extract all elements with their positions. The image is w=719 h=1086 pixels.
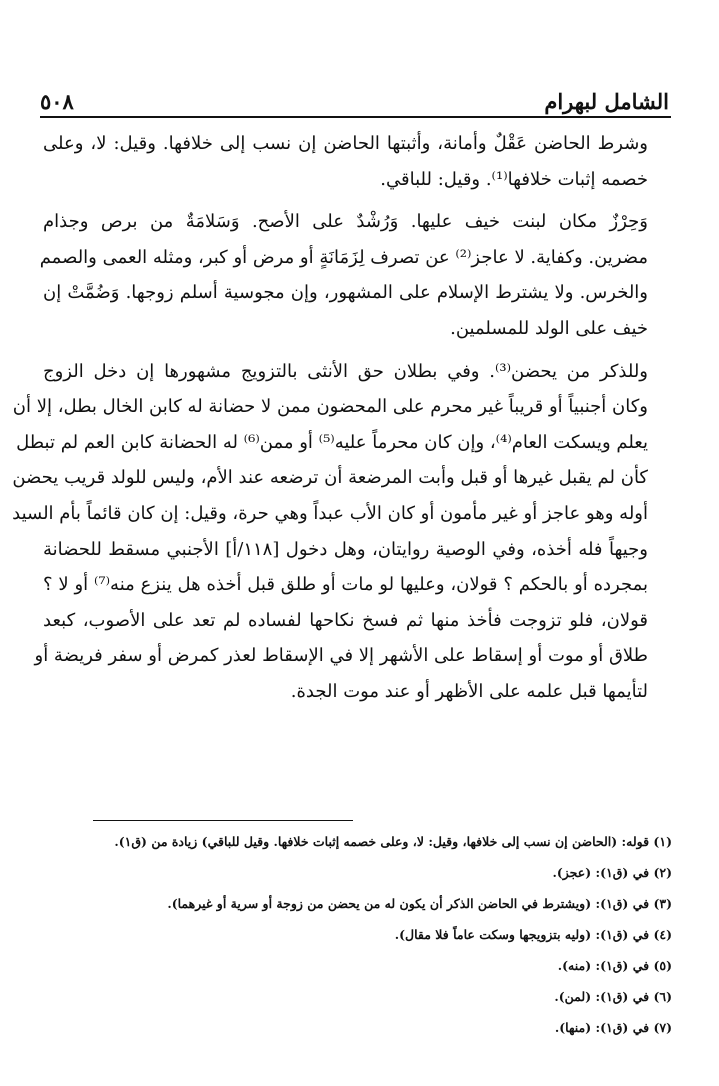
page-number: ٥٠٨ [40,89,74,114]
text-line: كأن لم يقبل غيرها أو قبل وأبت المرضعة أن ترضعه عند الأم، وليس للولد قريب يحضن [12,467,648,489]
paragraph [43,126,672,197]
footnote: (٤) في (ق١): (وليه بتزويجها وسكت عاماً فلا مقال). [394,927,672,942]
footnotes [40,826,672,1043]
text-line: طلاق أو موت أو إسقاط على الأشهر إلا في الإسقاط لعذر كمرض أو سفر فريضة أو [34,645,648,667]
text-line: وَحِرْزٌ مكان لبنت خيف عليها. وَرُشْدٌ على الأصح. وَسَلامَةٌ من برص وجذام [43,211,648,233]
header-rule [40,116,671,118]
text-line: بمجرده أو بالحكم ؟ قولان، وعليها لو مات أو طلق قبل أخذه هل ينزع منه⁽⁷⁾ أو لا ؟ [43,574,648,596]
footnote: (٥) في (ق١): (منه). [557,958,672,973]
text-line: وللذكر من يحضن⁽³⁾. وفي بطلان حق الأنثى بالتزويج مشهورها إن دخل الزوج [43,360,648,382]
running-title: الشامل لبهرام [544,89,669,114]
text-line: لتأيمها قبل علمه على الأظهر أو عند موت الجدة. [290,680,648,702]
text-line: خيف على الولد للمسلمين. [450,317,648,339]
text-line: مضرين. وكفاية. لا عاجز⁽²⁾ عن تصرف لِزَمَانَةٍ أو مرض أو كبر، ومثله العمى والصمم [39,246,648,268]
footnote: (١) قوله: (الحاضن إن نسب إلى خلافها، وقيل: لا، وعلى خصمه إثبات خلافها. وقيل للباقي) زيادة من (ق١). [114,834,672,849]
footnote-rule [93,820,353,821]
text-line: والخرس. ولا يشترط الإسلام على المشهور، وإن مجوسية أسلم زوجها. وَضُمَّتْ إن [43,282,648,304]
footnote: (٧) في (ق١): (منها). [554,1020,672,1035]
page-header [40,74,669,114]
text-line: قولان، فلو تزوجت فأخذ منها ثم فسخ نكاحها لفساده لم تعد على الأصوب، كبعد [43,609,648,631]
text-line: يعلم ويسكت العام⁽⁴⁾، وإن كان محرماً عليه⁽⁵⁾ أو ممن⁽⁶⁾ له الحضانة كابن العم لم تبطل [16,431,648,453]
text-line: وشرط الحاضن عَقْلٌ وأمانة، وأثبتها الحاضن إن نسب إلى خلافها. وقيل: لا، وعلى [43,133,648,154]
text-line: أوله وهو عاجز أو غير مأمون أو كان الأب عبداً وهي حرة، وقيل: إن كان قائماً بأم السيد [12,502,648,524]
paragraph [39,204,672,346]
text-line: خصمه إثبات خلافها⁽¹⁾. وقيل: للباقي. [380,168,648,190]
footnote: (٢) في (ق١): (عجز). [552,865,672,880]
footnote: (٦) في (ق١): (لمن). [554,989,672,1004]
paragraph [12,354,672,710]
body-text [12,126,672,717]
text-line: وكان أجنبياً أو قريباً غير محرم على المحضون ممن لا حضانة له كابن الخال بطل، إلا أن [12,396,648,418]
footnote: (٣) في (ق١): (ويشترط في الحاضن الذكر أن يكون له من يحضن من زوجة أو سرية أو غيرهما). [167,896,672,911]
text-line: وجيهاً فله أخذه، وفي الوصية روايتان، وهل دخول [١١٨/أ] الأجنبي مسقط للحضانة [43,538,648,560]
